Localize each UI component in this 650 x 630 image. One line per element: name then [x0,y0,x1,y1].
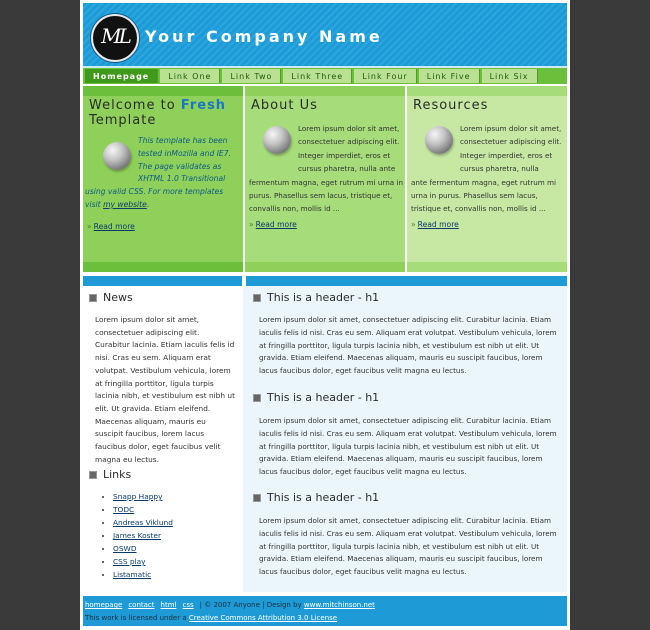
bullet-square-icon [253,494,261,502]
nav-homepage[interactable]: Homepage [85,69,158,83]
links-heading: Links [89,468,131,481]
column-bottom-bar [245,262,405,272]
footer-link-contact[interactable]: contact [128,601,155,609]
section-text: Lorem ipsum dolor sit amet, consectetuer adipiscing elit. Curabitur lacinia. Etiam iaculis felis id nisi. Cras eu sem. Aliquam erat volutpat. Vestibulum vehicula, lorem at fringilla porttitor, ligula turpis lacinia nibh, et vestibulum est nibh ut elit. Ut gravida. Etiam eleifend. Maecenas aliquam, mauris eu suscipit faucibus, lorem lacus faucibus dolor, eget faucibus velit magna eu lectus. [259,315,557,376]
list-item [113,490,173,503]
my-website-link[interactable]: my website [103,199,147,209]
welcome-column [83,86,243,272]
about-text: Lorem ipsum dolor sit amet, consectetuer adipiscing elit. Integer imperdiet, eros et cursus pharetra, nulla ante fermentum magna, eget rutrum mi urna in purus. Phasellus sem lacus, tristique et, convallis non, mollis id ... [249,124,404,214]
list-item [113,555,173,568]
column-bottom-bar [83,262,243,272]
section-header: This is a header - h1 [253,391,379,404]
arrow-icon: » [87,222,92,231]
welcome-intro: This template has been tested inMozilla and IE7. The page validates as XHTML 1.0 Transitional using valid CSS. For more templates visit my website. [85,136,231,209]
list-item [113,568,173,581]
link-todc[interactable]: TODC [113,505,135,514]
sidebar [83,286,242,592]
about-column [245,86,405,272]
designer-link[interactable]: www.mitchinson.net [303,601,375,609]
band-gap [242,276,246,286]
link-james-koster[interactable]: James Koster [113,531,161,540]
nav-link-six[interactable]: Link Six [482,69,538,83]
page-container [80,0,570,630]
resources-title: Resources [413,98,489,113]
resources-column [407,86,567,272]
logo[interactable] [91,14,139,62]
nav-link-three[interactable]: Link Three [283,69,352,83]
license-link[interactable]: Creative Commons Attribution 3.0 License [188,614,338,622]
link-snapp-happy[interactable]: Snapp Happy [113,492,163,501]
company-name: Your Company Name [145,27,383,46]
list-item [113,516,173,529]
logo-text: ML [101,24,129,48]
column-top-bar [407,86,567,96]
blue-divider-band [83,276,567,286]
list-item [113,529,173,542]
arrow-icon: » [249,220,254,229]
arrow-icon: » [411,220,416,229]
nav-link-five[interactable]: Link Five [419,69,480,83]
welcome-title: Welcome to Fresh Template [89,98,227,128]
feature-columns [83,86,567,272]
main-nav [83,68,567,84]
section-text: Lorem ipsum dolor sit amet, consectetuer adipiscing elit. Curabitur lacinia. Etiam iaculis felis id nisi. Cras eu sem. Aliquam erat volutpat. Vestibulum vehicula, lorem at fringilla porttitor, ligula turpis lacinia nibh, et vestibulum est nibh ut elit. Ut gravida. Etiam eleifend. Maecenas aliquam, mauris eu suscipit faucibus, lorem lacus faucibus dolor, eget faucibus velit magna eu lectus. [259,416,557,477]
bullet-square-icon [253,394,261,402]
license-line [85,614,337,622]
link-oswd[interactable]: OSWD [113,544,137,553]
column-top-bar [83,86,243,96]
footer-line [85,601,375,609]
footer-link-html[interactable]: html [160,601,177,609]
site-header [83,3,567,69]
column-top-bar [245,86,405,96]
list-item [113,542,173,555]
section-header: This is a header - h1 [253,491,379,504]
copyright-text: | © 2007 Anyone | Design by [199,601,302,609]
column-bottom-bar [407,262,567,272]
link-listamatic[interactable]: Listamatic [113,570,152,579]
resources-text: Lorem ipsum dolor sit amet, consectetuer adipiscing elit. Integer imperdiet, eros et cursus pharetra, nulla ante fermentum magna, eget rutrum mi urna in purus. Phasellus sem lacus, tristique et, convallis non, mollis id ... [411,124,562,214]
bullet-square-icon [89,471,97,479]
site-footer [83,596,567,626]
read-more-about[interactable]: » Read more [249,220,297,229]
links-list [101,490,173,581]
bullet-square-icon [253,294,261,302]
license-text: This work is licensed under a [85,614,187,622]
footer-link-css[interactable]: css [182,601,194,609]
nav-link-one[interactable]: Link One [160,69,220,83]
read-more-welcome[interactable]: » Read more [87,222,135,231]
read-more-resources[interactable]: » Read more [411,220,459,229]
list-item [113,503,173,516]
link-css-play[interactable]: CSS play [113,557,146,566]
about-title: About Us [251,98,318,113]
nav-link-two[interactable]: Link Two [222,69,281,83]
link-andreas-viklund[interactable]: Andreas Viklund [113,518,173,527]
nav-link-four[interactable]: Link Four [354,69,417,83]
section-header: This is a header - h1 [253,291,379,304]
footer-link-homepage[interactable]: homepage [85,601,123,609]
news-heading: News [89,291,133,304]
section-text: Lorem ipsum dolor sit amet, consectetuer adipiscing elit. Curabitur lacinia. Etiam iaculis felis id nisi. Cras eu sem. Aliquam erat volutpat. Vestibulum vehicula, lorem at fringilla porttitor, ligula turpis lacinia nibh, et vestibulum est nibh ut elit. Ut gravida. Etiam eleifend. Maecenas aliquam, mauris eu suscipit faucibus, lorem lacus faucibus dolor, eget faucibus velit magna eu lectus. [259,516,557,577]
main-content [243,286,567,592]
bullet-square-icon [89,294,97,302]
news-text: Lorem ipsum dolor sit amet, consectetuer adipiscing elit. Curabitur lacinia. Etiam iaculis felis id nisi. Cras eu sem. Aliquam erat volutpat. Vestibulum vehicula, lorem at fringilla porttitor, ligula turpis lacinia nibh, et vestibulum est nibh ut elit. Ut gravida. Etiam eleifend. Maecenas aliquam, mauris eu suscipit faucibus, lorem lacus faucibus dolor, eget faucibus velit magna eu lectus. [95,315,235,464]
